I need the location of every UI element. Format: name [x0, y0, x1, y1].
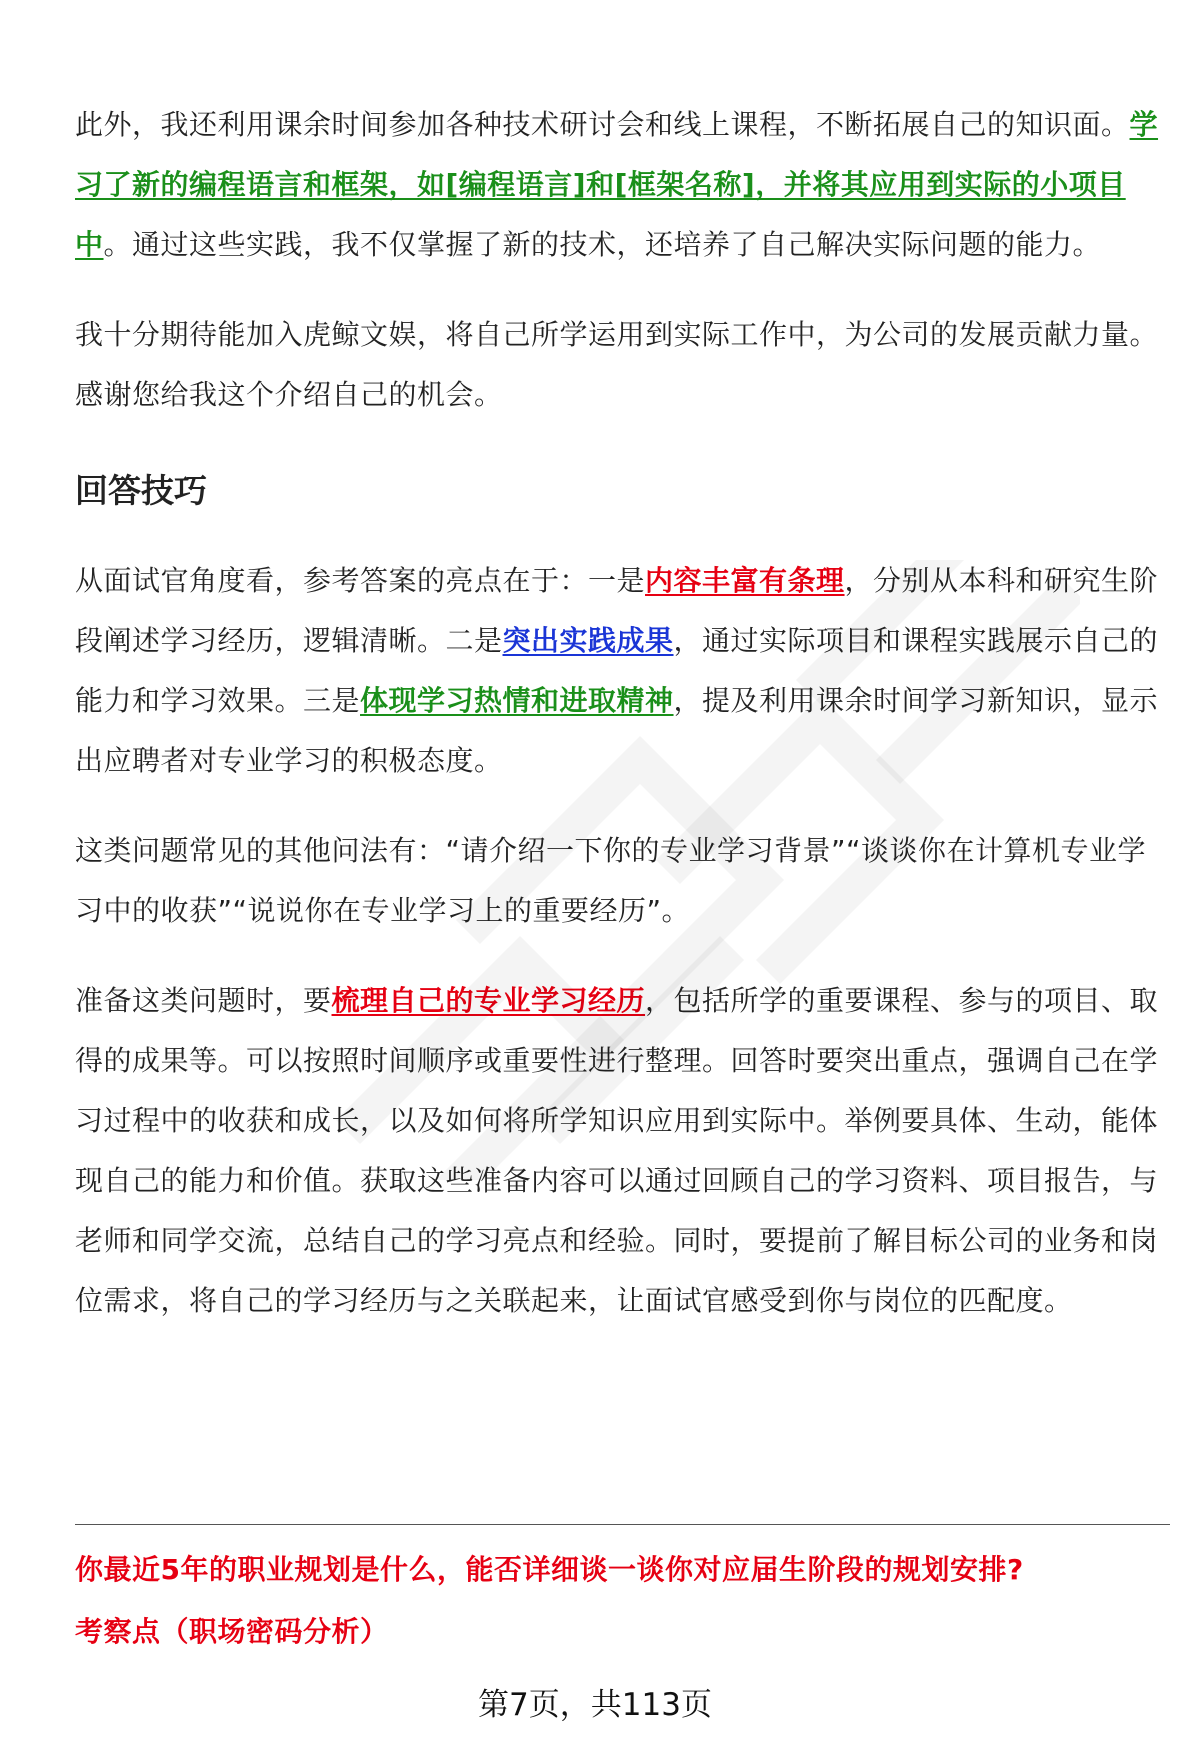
paragraph-preparation	[75, 971, 1170, 1331]
paragraph-text: ，通过实际项目和课程实践展示自己的能力和学习效果。三是	[75, 624, 1159, 717]
analysis-point-label: 考察点（职场密码分析）	[75, 1615, 389, 1648]
highlight-sort-experience: 梳理自己的专业学习经历	[331, 984, 646, 1017]
paragraph-alternatives: 这类问题常见的其他问法有：“请介绍一下你的专业学习背景”“谈谈你在计算机专业学习中的收获”“说说你在专业学习上的重要经历”。	[75, 834, 1147, 927]
paragraph-text: 。通过这些实践，我不仅掌握了新的技术，还培养了自己解决实际问题的能力。	[103, 228, 1102, 261]
section-heading: 回答技巧	[75, 471, 207, 510]
page-number-footer: 第7页，共113页	[478, 1687, 712, 1723]
highlight-learning-passion: 体现学习热情和进取精神	[360, 684, 674, 717]
paragraph-text: 从面试官角度看，参考答案的亮点在于：一是	[75, 564, 646, 597]
paragraph-text: ，提及利用课余时间学习新知识，显示出应聘者对专业学习的积极态度。	[75, 684, 1159, 777]
paragraph-highlights	[75, 551, 1170, 791]
paragraph-closing: 我十分期待能加入虎鲸文娱，将自己所学运用到实际工作中，为公司的发展贡献力量。感谢您给我这个介绍自己的机会。	[75, 318, 1159, 411]
highlight-content-rich: 内容丰富有条理	[645, 564, 845, 597]
highlight-practice-results: 突出实践成果	[502, 624, 674, 657]
paragraph-text: ，分别从本科和研究生阶段阐述学习经历，逻辑清晰。二是	[75, 564, 1159, 657]
paragraph-text: 此外，我还利用课余时间参加各种技术研讨会和线上课程，不断拓展自己的知识面。	[75, 108, 1130, 141]
paragraph-extra-learning	[75, 95, 1170, 275]
paragraph-text: ，包括所学的重要课程、参与的项目、取得的成果等。可以按照时间顺序或重要性进行整理。回答时要突出重点，强调自己在学习过程中的收获和成长，以及如何将所学知识应用到实际中。举例要具体、生动，能体现自己的能力和价值。获取这些准备内容可以通过回顾自己的学习资料、项目报告，与老师和同学交流，总结自己的学习亮点和经验。同时，要提前了解目标公司的业务和岗位需求，将自己的学习经历与之关联起来，让面试官感受到你与岗位的匹配度。	[75, 984, 1159, 1317]
document-body	[75, 95, 1170, 1331]
next-question-title: 你最近5年的职业规划是什么，能否详细谈一谈你对应届生阶段的规划安排?	[75, 1553, 1024, 1586]
section-divider	[75, 1524, 1170, 1525]
highlight-new-languages: 学习了新的编程语言和框架，如[编程语言]和[框架名称]，并将其应用到实际的小项目中	[75, 108, 1159, 261]
paragraph-text: 准备这类问题时，要	[75, 984, 332, 1017]
